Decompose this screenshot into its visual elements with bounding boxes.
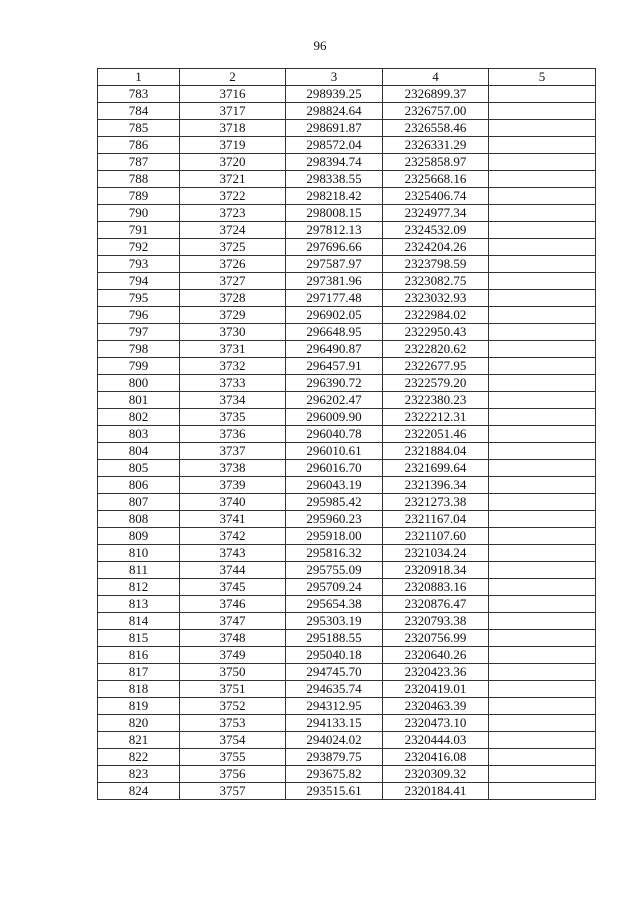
table-cell-col-2: 3719	[180, 137, 286, 154]
table-cell-col-2: 3728	[180, 290, 286, 307]
table-row	[98, 409, 596, 426]
table-cell-col-5	[489, 749, 596, 766]
table-row	[98, 392, 596, 409]
table-cell-col-5	[489, 596, 596, 613]
table-cell-col-5	[489, 307, 596, 324]
table-cell-col-2: 3755	[180, 749, 286, 766]
table-row	[98, 579, 596, 596]
table-row	[98, 324, 596, 341]
table-cell-col-3: 294024.02	[286, 732, 383, 749]
table-cell-col-1: 804	[98, 443, 180, 460]
table-cell-col-4: 2320793.38	[383, 613, 489, 630]
table-cell-col-3: 295709.24	[286, 579, 383, 596]
table-cell-col-4: 2320876.47	[383, 596, 489, 613]
table-row	[98, 426, 596, 443]
table-cell-col-4: 2320640.26	[383, 647, 489, 664]
table-row	[98, 222, 596, 239]
table-cell-col-5	[489, 698, 596, 715]
table-cell-col-2: 3735	[180, 409, 286, 426]
table-cell-col-4: 2320419.01	[383, 681, 489, 698]
table-cell-col-1: 817	[98, 664, 180, 681]
table-cell-col-4: 2322677.95	[383, 358, 489, 375]
table-cell-col-1: 802	[98, 409, 180, 426]
table-cell-col-4: 2322380.23	[383, 392, 489, 409]
table-cell-col-1: 791	[98, 222, 180, 239]
table-cell-col-1: 812	[98, 579, 180, 596]
table-cell-col-4: 2324977.34	[383, 205, 489, 222]
table-row	[98, 154, 596, 171]
table-cell-col-2: 3746	[180, 596, 286, 613]
table-cell-col-1: 814	[98, 613, 180, 630]
table-cell-col-1: 793	[98, 256, 180, 273]
table-cell-col-5	[489, 205, 596, 222]
table-cell-col-1: 792	[98, 239, 180, 256]
table-cell-col-1: 816	[98, 647, 180, 664]
table-cell-col-1: 797	[98, 324, 180, 341]
table-cell-col-3: 298394.74	[286, 154, 383, 171]
table-cell-col-2: 3757	[180, 783, 286, 800]
table-cell-col-1: 806	[98, 477, 180, 494]
table-cell-col-1: 821	[98, 732, 180, 749]
table-row	[98, 596, 596, 613]
table-cell-col-2: 3721	[180, 171, 286, 188]
table-cell-col-5	[489, 715, 596, 732]
table-cell-col-1: 805	[98, 460, 180, 477]
table-cell-col-2: 3720	[180, 154, 286, 171]
table-cell-col-3: 298572.04	[286, 137, 383, 154]
table-cell-col-3: 293675.82	[286, 766, 383, 783]
table-cell-col-2: 3745	[180, 579, 286, 596]
table-row	[98, 358, 596, 375]
table-cell-col-4: 2320309.32	[383, 766, 489, 783]
table-cell-col-3: 298218.42	[286, 188, 383, 205]
table-cell-col-2: 3729	[180, 307, 286, 324]
table-cell-col-3: 294133.15	[286, 715, 383, 732]
table-cell-col-4: 2326331.29	[383, 137, 489, 154]
table-cell-col-2: 3739	[180, 477, 286, 494]
table-cell-col-5	[489, 460, 596, 477]
table-cell-col-5	[489, 783, 596, 800]
table-cell-col-3: 295960.23	[286, 511, 383, 528]
table-cell-col-3: 296010.61	[286, 443, 383, 460]
table-cell-col-4: 2321699.64	[383, 460, 489, 477]
table-row	[98, 732, 596, 749]
table-cell-col-1: 796	[98, 307, 180, 324]
table-cell-col-5	[489, 477, 596, 494]
table-cell-col-5	[489, 188, 596, 205]
table-row	[98, 783, 596, 800]
table-cell-col-1: 818	[98, 681, 180, 698]
table-cell-col-5	[489, 103, 596, 120]
table-cell-col-3: 294635.74	[286, 681, 383, 698]
table-row	[98, 86, 596, 103]
table-cell-col-3: 294312.95	[286, 698, 383, 715]
table-cell-col-2: 3726	[180, 256, 286, 273]
table-cell-col-1: 820	[98, 715, 180, 732]
table-cell-col-2: 3744	[180, 562, 286, 579]
table-row	[98, 375, 596, 392]
column-header-3: 3	[286, 69, 383, 86]
table-cell-col-5	[489, 511, 596, 528]
table-cell-col-5	[489, 426, 596, 443]
table-cell-col-5	[489, 409, 596, 426]
table-cell-col-3: 293879.75	[286, 749, 383, 766]
table-row	[98, 613, 596, 630]
table-row	[98, 647, 596, 664]
table-cell-col-1: 808	[98, 511, 180, 528]
table-cell-col-4: 2320918.34	[383, 562, 489, 579]
table-cell-col-5	[489, 732, 596, 749]
table-cell-col-3: 296902.05	[286, 307, 383, 324]
table-row	[98, 307, 596, 324]
table-cell-col-4: 2320883.16	[383, 579, 489, 596]
table-cell-col-4: 2323032.93	[383, 290, 489, 307]
table-row	[98, 698, 596, 715]
table-cell-col-1: 794	[98, 273, 180, 290]
table-cell-col-3: 295654.38	[286, 596, 383, 613]
table-cell-col-3: 296490.87	[286, 341, 383, 358]
table-cell-col-4: 2321167.04	[383, 511, 489, 528]
column-header-4: 4	[383, 69, 489, 86]
table-cell-col-3: 297587.97	[286, 256, 383, 273]
table-cell-col-4: 2325406.74	[383, 188, 489, 205]
table-cell-col-3: 297696.66	[286, 239, 383, 256]
table-cell-col-2: 3717	[180, 103, 286, 120]
table-cell-col-5	[489, 562, 596, 579]
table-cell-col-5	[489, 171, 596, 188]
table-cell-col-4: 2326558.46	[383, 120, 489, 137]
table-cell-col-5	[489, 375, 596, 392]
table-cell-col-4: 2322820.62	[383, 341, 489, 358]
table-row	[98, 630, 596, 647]
table-cell-col-3: 295040.18	[286, 647, 383, 664]
table-cell-col-4: 2324204.26	[383, 239, 489, 256]
table-cell-col-2: 3725	[180, 239, 286, 256]
table-cell-col-2: 3718	[180, 120, 286, 137]
table-row	[98, 664, 596, 681]
table-row	[98, 511, 596, 528]
table-cell-col-3: 296043.19	[286, 477, 383, 494]
table-cell-col-3: 296009.90	[286, 409, 383, 426]
table-cell-col-1: 807	[98, 494, 180, 511]
table-cell-col-2: 3722	[180, 188, 286, 205]
table-row	[98, 256, 596, 273]
table-row	[98, 188, 596, 205]
table-cell-col-2: 3753	[180, 715, 286, 732]
table-cell-col-4: 2326899.37	[383, 86, 489, 103]
table-row	[98, 273, 596, 290]
table-cell-col-2: 3738	[180, 460, 286, 477]
table-row	[98, 460, 596, 477]
table-cell-col-4: 2321107.60	[383, 528, 489, 545]
table-cell-col-5	[489, 494, 596, 511]
table-cell-col-3: 296016.70	[286, 460, 383, 477]
table-cell-col-3: 297381.96	[286, 273, 383, 290]
table-row	[98, 477, 596, 494]
table-cell-col-4: 2326757.00	[383, 103, 489, 120]
table-cell-col-3: 298691.87	[286, 120, 383, 137]
table-cell-col-3: 298338.55	[286, 171, 383, 188]
table-cell-col-5	[489, 630, 596, 647]
table-cell-col-2: 3750	[180, 664, 286, 681]
table-cell-col-4: 2325668.16	[383, 171, 489, 188]
table-row	[98, 749, 596, 766]
table-cell-col-3: 296390.72	[286, 375, 383, 392]
table-cell-col-4: 2321884.04	[383, 443, 489, 460]
table-cell-col-5	[489, 324, 596, 341]
table-cell-col-4: 2322984.02	[383, 307, 489, 324]
table-row	[98, 137, 596, 154]
table-cell-col-5	[489, 613, 596, 630]
table-cell-col-2: 3742	[180, 528, 286, 545]
table-cell-col-2: 3734	[180, 392, 286, 409]
table-cell-col-4: 2322212.31	[383, 409, 489, 426]
table-row	[98, 443, 596, 460]
table-cell-col-1: 795	[98, 290, 180, 307]
table-cell-col-4: 2320463.39	[383, 698, 489, 715]
table-row	[98, 545, 596, 562]
table-body	[98, 86, 596, 800]
table-cell-col-3: 295303.19	[286, 613, 383, 630]
table-cell-col-5	[489, 120, 596, 137]
table-cell-col-3: 296202.47	[286, 392, 383, 409]
table-cell-col-5	[489, 154, 596, 171]
table-cell-col-5	[489, 545, 596, 562]
table-cell-col-5	[489, 290, 596, 307]
table-cell-col-4: 2320423.36	[383, 664, 489, 681]
table-cell-col-4: 2321396.34	[383, 477, 489, 494]
table-cell-col-1: 786	[98, 137, 180, 154]
table-cell-col-5	[489, 579, 596, 596]
table-row	[98, 290, 596, 307]
table-cell-col-3: 296457.91	[286, 358, 383, 375]
table-cell-col-2: 3736	[180, 426, 286, 443]
table-cell-col-5	[489, 222, 596, 239]
table-cell-col-5	[489, 664, 596, 681]
table-cell-col-4: 2322950.43	[383, 324, 489, 341]
table-row	[98, 205, 596, 222]
table-cell-col-2: 3749	[180, 647, 286, 664]
table-header-row	[98, 69, 596, 86]
table-cell-col-5	[489, 392, 596, 409]
table-cell-col-4: 2320444.03	[383, 732, 489, 749]
table-row	[98, 766, 596, 783]
table-cell-col-5	[489, 239, 596, 256]
table-cell-col-4: 2320473.10	[383, 715, 489, 732]
table-cell-col-1: 788	[98, 171, 180, 188]
table-cell-col-1: 809	[98, 528, 180, 545]
table-cell-col-2: 3737	[180, 443, 286, 460]
table-cell-col-3: 295816.32	[286, 545, 383, 562]
table-cell-col-1: 799	[98, 358, 180, 375]
table-cell-col-4: 2320184.41	[383, 783, 489, 800]
table-cell-col-1: 784	[98, 103, 180, 120]
table-cell-col-2: 3754	[180, 732, 286, 749]
table-cell-col-3: 294745.70	[286, 664, 383, 681]
table-cell-col-3: 293515.61	[286, 783, 383, 800]
table-cell-col-3: 295755.09	[286, 562, 383, 579]
table-row	[98, 494, 596, 511]
table-cell-col-5	[489, 528, 596, 545]
table-cell-col-3: 295985.42	[286, 494, 383, 511]
table-cell-col-3: 296648.95	[286, 324, 383, 341]
table-row	[98, 341, 596, 358]
table-cell-col-5	[489, 358, 596, 375]
table-cell-col-2: 3748	[180, 630, 286, 647]
table-cell-col-1: 815	[98, 630, 180, 647]
table-cell-col-5	[489, 647, 596, 664]
table-cell-col-1: 801	[98, 392, 180, 409]
table-row	[98, 103, 596, 120]
table-cell-col-1: 803	[98, 426, 180, 443]
table-cell-col-2: 3724	[180, 222, 286, 239]
column-header-1: 1	[98, 69, 180, 86]
table-cell-col-3: 295188.55	[286, 630, 383, 647]
table-row	[98, 120, 596, 137]
table-cell-col-1: 811	[98, 562, 180, 579]
table-cell-col-5	[489, 137, 596, 154]
table-cell-col-3: 296040.78	[286, 426, 383, 443]
table-cell-col-3: 298824.64	[286, 103, 383, 120]
table-cell-col-2: 3741	[180, 511, 286, 528]
table-cell-col-1: 813	[98, 596, 180, 613]
table-cell-col-1: 823	[98, 766, 180, 783]
table-row	[98, 528, 596, 545]
table-row	[98, 681, 596, 698]
table-cell-col-5	[489, 766, 596, 783]
table-cell-col-1: 810	[98, 545, 180, 562]
table-cell-col-2: 3756	[180, 766, 286, 783]
table-cell-col-1: 790	[98, 205, 180, 222]
table-cell-col-3: 295918.00	[286, 528, 383, 545]
table-cell-col-4: 2322579.20	[383, 375, 489, 392]
table-row	[98, 715, 596, 732]
table-cell-col-1: 787	[98, 154, 180, 171]
table-cell-col-2: 3730	[180, 324, 286, 341]
column-header-2: 2	[180, 69, 286, 86]
table-cell-col-4: 2323798.59	[383, 256, 489, 273]
table-cell-col-1: 785	[98, 120, 180, 137]
table-cell-col-5	[489, 86, 596, 103]
table-cell-col-1: 800	[98, 375, 180, 392]
table-cell-col-2: 3716	[180, 86, 286, 103]
table-cell-col-5	[489, 256, 596, 273]
table-cell-col-3: 298008.15	[286, 205, 383, 222]
table-cell-col-2: 3733	[180, 375, 286, 392]
table-row	[98, 171, 596, 188]
table-cell-col-2: 3727	[180, 273, 286, 290]
table-cell-col-4: 2322051.46	[383, 426, 489, 443]
table-cell-col-4: 2320756.99	[383, 630, 489, 647]
table-cell-col-1: 798	[98, 341, 180, 358]
table-cell-col-5	[489, 273, 596, 290]
table-cell-col-2: 3740	[180, 494, 286, 511]
page-number: 96	[313, 38, 327, 53]
table-cell-col-1: 789	[98, 188, 180, 205]
table-cell-col-2: 3751	[180, 681, 286, 698]
table-cell-col-4: 2325858.97	[383, 154, 489, 171]
table-cell-col-5	[489, 681, 596, 698]
table-cell-col-3: 298939.25	[286, 86, 383, 103]
table-cell-col-2: 3752	[180, 698, 286, 715]
table-cell-col-2: 3731	[180, 341, 286, 358]
table-cell-col-3: 297812.13	[286, 222, 383, 239]
table-cell-col-2: 3743	[180, 545, 286, 562]
column-header-5: 5	[489, 69, 596, 86]
table-cell-col-2: 3723	[180, 205, 286, 222]
table-cell-col-2: 3732	[180, 358, 286, 375]
table-cell-col-5	[489, 341, 596, 358]
table-cell-col-1: 824	[98, 783, 180, 800]
table-cell-col-4: 2321034.24	[383, 545, 489, 562]
table-cell-col-2: 3747	[180, 613, 286, 630]
table-cell-col-1: 783	[98, 86, 180, 103]
table-cell-col-4: 2320416.08	[383, 749, 489, 766]
coordinates-table	[97, 68, 596, 800]
table-cell-col-3: 297177.48	[286, 290, 383, 307]
table-row	[98, 562, 596, 579]
table-cell-col-1: 822	[98, 749, 180, 766]
table-cell-col-4: 2323082.75	[383, 273, 489, 290]
table-cell-col-5	[489, 443, 596, 460]
table-row	[98, 239, 596, 256]
table-cell-col-4: 2324532.09	[383, 222, 489, 239]
table-cell-col-4: 2321273.38	[383, 494, 489, 511]
table-cell-col-1: 819	[98, 698, 180, 715]
